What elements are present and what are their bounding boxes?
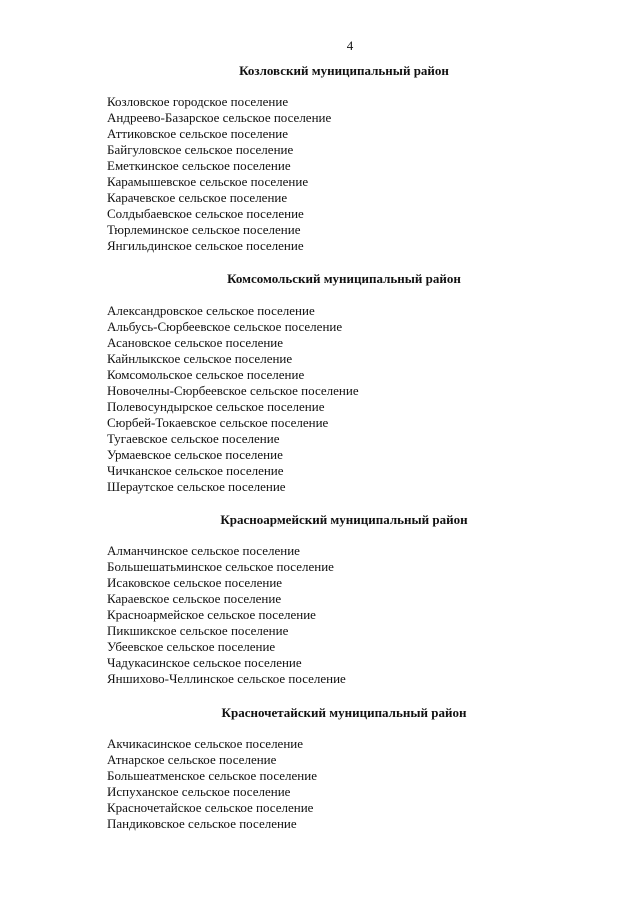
list-item: Яншихово-Челлинское сельское поселение (107, 671, 346, 686)
list-item: Чичканское сельское поселение (107, 463, 284, 478)
list-item: Александровское сельское поселение (107, 303, 315, 318)
section-krasnoarmeysky (0, 511, 640, 529)
section-title: Красночетайский муниципальный район (221, 705, 467, 720)
section-kozlovsky (0, 62, 640, 80)
list-item: Новочелны-Сюрбеевское сельское поселение (107, 383, 359, 398)
list-item: Караевское сельское поселение (107, 591, 282, 606)
list-item: Сюрбей-Токаевское сельское поселение (107, 415, 329, 430)
list-item: Альбусь-Сюрбеевское сельское поселение (107, 319, 343, 334)
list-item: Янгильдинское сельское поселение (107, 238, 304, 253)
list-item: Пандиковское сельское поселение (107, 816, 297, 831)
section-title: Красноармейский муниципальный район (220, 512, 468, 527)
list-item: Комсомольское сельское поселение (107, 367, 305, 382)
list-item: Красноармейское сельское поселение (107, 607, 316, 622)
list-item: Карамышевское сельское поселение (107, 174, 309, 189)
list-item: Тюрлеминское сельское поселение (107, 222, 301, 237)
list-item: Кайнлыкское сельское поселение (107, 351, 293, 366)
list-item: Карачевское сельское поселение (107, 190, 288, 205)
settlement-list-komsomolsky (107, 303, 359, 495)
list-item: Большешатьминское сельское поселение (107, 559, 334, 574)
list-item: Урмаевское сельское поселение (107, 447, 283, 462)
list-item: Шераутское сельское поселение (107, 479, 286, 494)
list-item: Андреево-Базарское сельское поселение (107, 110, 332, 125)
section-komsomolsky (0, 270, 640, 288)
list-item: Атнарское сельское поселение (107, 752, 277, 767)
list-item: Байгуловское сельское поселение (107, 142, 294, 157)
settlement-list-kozlovsky (107, 94, 331, 254)
list-item: Пикшикское сельское поселение (107, 623, 289, 638)
list-item: Убеевское сельское поселение (107, 639, 276, 654)
list-item: Большеатменское сельское поселение (107, 768, 317, 783)
list-item: Еметкинское сельское поселение (107, 158, 291, 173)
list-item: Алманчинское сельское поселение (107, 543, 300, 558)
list-item: Полевосундырское сельское поселение (107, 399, 325, 414)
section-title: Комсомольский муниципальный район (227, 271, 461, 286)
list-item: Исаковское сельское поселение (107, 575, 283, 590)
list-item: Акчикасинское сельское поселение (107, 736, 304, 751)
list-item: Солдыбаевское сельское поселение (107, 206, 304, 221)
settlement-list-krasnoarmeysky (107, 543, 346, 687)
section-krasnochetaysky (0, 704, 640, 722)
list-item: Асановское сельское поселение (107, 335, 284, 350)
list-item: Аттиковское сельское поселение (107, 126, 289, 141)
page-number: 4 (346, 38, 354, 53)
list-item: Чадукасинское сельское поселение (107, 655, 302, 670)
list-item: Испуханское сельское поселение (107, 784, 291, 799)
list-item: Красночетайское сельское поселение (107, 800, 314, 815)
list-item: Козловское городское поселение (107, 94, 289, 109)
section-title: Козловский муниципальный район (239, 63, 449, 78)
settlement-list-krasnochetaysky (107, 736, 317, 832)
list-item: Тугаевское сельское поселение (107, 431, 280, 446)
